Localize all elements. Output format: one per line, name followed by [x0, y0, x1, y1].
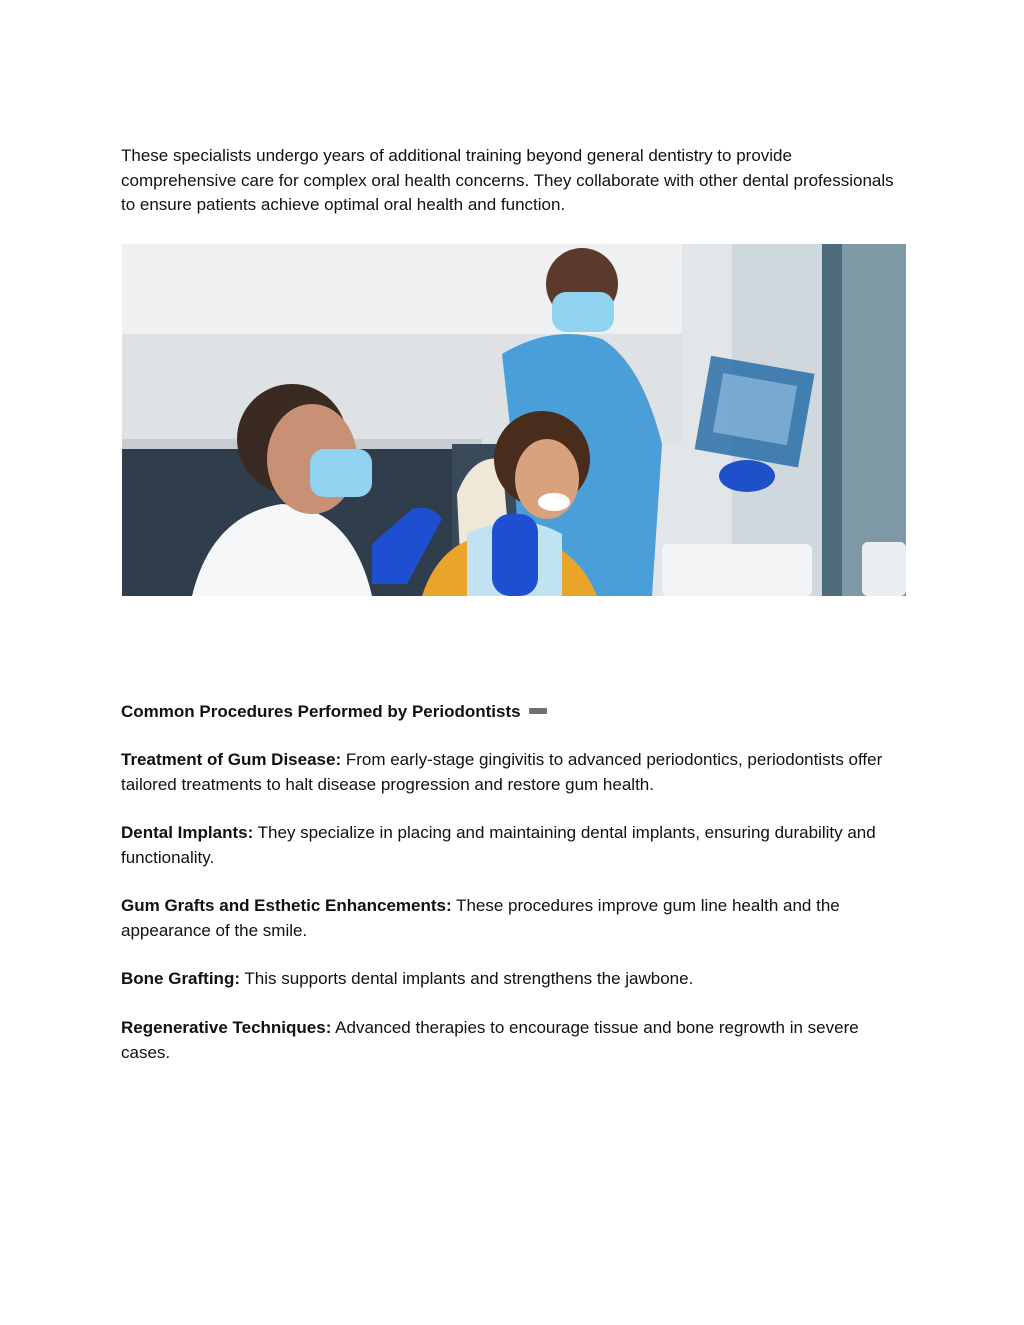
procedure-title: Regenerative Techniques: [121, 1018, 332, 1037]
procedure-title: Dental Implants: [121, 823, 254, 842]
procedure-text: This supports dental implants and strengthens the jawbone. [240, 969, 694, 988]
procedure-text: From early-stage gingivitis to advanced periodontics, periodontists offer tailored treatments to halt disease progression and restore gum health. [121, 750, 883, 794]
procedure-text: These procedures improve gum line health and the appearance of the smile. [121, 896, 840, 940]
procedure-item [121, 967, 911, 992]
procedure-item [121, 821, 911, 870]
procedure-title: Bone Grafting: [121, 969, 240, 988]
intro-paragraph: These specialists undergo years of additional training beyond general dentistry to provide comprehensive care for complex oral health concerns. They collaborate with other dental professionals to ensure patients achieve optimal oral health and function. [121, 146, 894, 214]
procedure-item [121, 894, 911, 943]
procedure-text: Advanced therapies to encourage tissue and bone regrowth in severe cases. [121, 1018, 859, 1062]
minus-icon [529, 708, 547, 714]
section-heading [121, 700, 547, 724]
section-heading-text: Common Procedures Performed by Periodontists [121, 702, 521, 721]
procedure-item [121, 1016, 911, 1065]
procedure-title: Treatment of Gum Disease: [121, 750, 342, 769]
procedure-text: They specialize in placing and maintaining dental implants, ensuring durability and functionality. [121, 823, 876, 867]
dental-clinic-photo [122, 244, 906, 596]
procedure-title: Gum Grafts and Esthetic Enhancements: [121, 896, 452, 915]
procedure-item [121, 748, 911, 797]
